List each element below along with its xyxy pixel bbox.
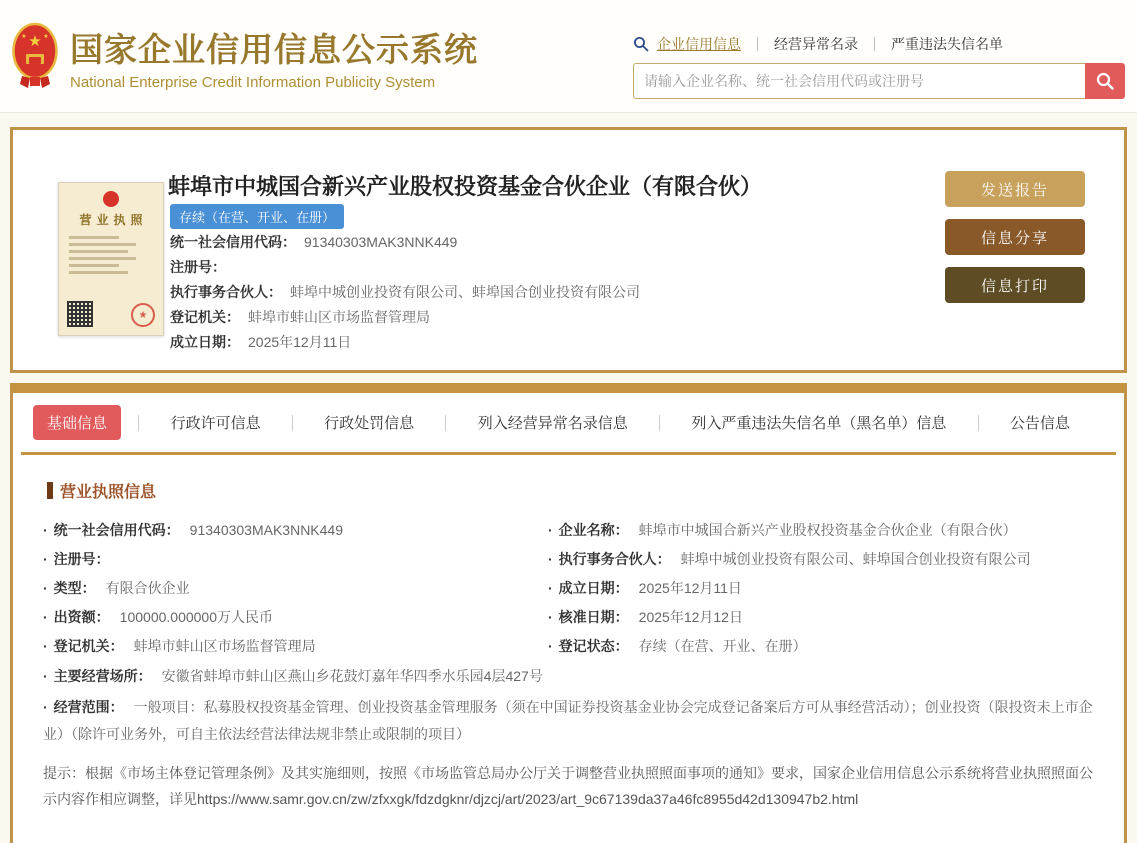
license-emblem-icon bbox=[103, 191, 119, 207]
tab-divider bbox=[978, 415, 979, 431]
detail-field-label: · 登记机关： bbox=[43, 638, 124, 654]
detail-field-value: 蚌埠中城创业投资有限公司、蚌埠国合创业投资有限公司 bbox=[680, 551, 1031, 567]
section-marker bbox=[47, 482, 53, 499]
detail-field-label: · 登记状态： bbox=[548, 638, 629, 654]
summary-field-value: 91340303MAK3NNK449 bbox=[304, 234, 458, 250]
tab-announcement[interactable]: 公告信息 bbox=[1009, 415, 1070, 432]
search-icon bbox=[633, 36, 649, 52]
detail-field-value: 91340303MAK3NNK449 bbox=[189, 522, 344, 538]
detail-field-value: 2025年12月12日 bbox=[638, 609, 743, 625]
site-subtitle: National Enterprise Credit Information Publicity System bbox=[70, 73, 436, 91]
detail-field-label: · 统一社会信用代码： bbox=[43, 522, 180, 538]
nav-divider bbox=[757, 37, 758, 51]
detail-field-value: 100000.000000万人民币 bbox=[119, 609, 273, 625]
tab-abnormal-list[interactable]: 列入经营异常名录信息 bbox=[477, 415, 628, 432]
nav-link-serious-illegal-list[interactable]: 严重违法失信名单 bbox=[891, 36, 1003, 52]
share-info-button[interactable]: 信息分享 bbox=[945, 219, 1085, 255]
side-buttons bbox=[945, 171, 1085, 315]
grid-left-column bbox=[43, 516, 548, 661]
summary-field-row bbox=[170, 255, 640, 280]
svg-text:★: ★ bbox=[21, 34, 27, 40]
full-width-fields bbox=[43, 661, 1102, 750]
summary-field-label: 登记机关： bbox=[170, 309, 240, 325]
search-bar bbox=[633, 63, 1125, 99]
license-text-lines bbox=[69, 236, 153, 274]
company-title: 蚌埠市中城国合新兴产业股权投资基金合伙企业（有限合伙） bbox=[168, 174, 763, 199]
notice-text: 提示：根据《市场主体登记管理条例》及其实施细则，按照《市场监管总局办公厅关于调整营业执照照面事项的通知》要求，国家企业信用信息公示系统将营业执照照面公示内容作相应调整，详见https://www.samr.gov.cn/zw/zfxxgk/fdzdgknr/djzcj/art/2023/art_9c67139da37a46fc8955d42d130947b2.html bbox=[43, 765, 1093, 807]
summary-field-label: 统一社会信用代码： bbox=[170, 234, 296, 250]
summary-field-value: 蚌埠市蚌山区市场监督管理局 bbox=[248, 309, 430, 325]
detail-field-label: · 注册号： bbox=[43, 551, 110, 567]
detail-field-row bbox=[548, 545, 1102, 574]
detail-field-row bbox=[548, 516, 1102, 545]
premises-row bbox=[43, 661, 1102, 692]
detail-field-row bbox=[43, 516, 548, 545]
search-button[interactable] bbox=[1085, 63, 1125, 99]
summary-field-label: 成立日期： bbox=[170, 334, 240, 350]
header bbox=[0, 0, 1137, 113]
detail-field-label: · 出资额： bbox=[43, 609, 110, 625]
print-info-button[interactable]: 信息打印 bbox=[945, 267, 1085, 303]
detail-field-label: · 执行事务合伙人： bbox=[548, 551, 671, 567]
tab-bar-rule bbox=[21, 452, 1116, 455]
license-seal-icon: ★ bbox=[131, 303, 155, 327]
detail-field-value: 安徽省蚌埠市蚌山区燕山乡花鼓灯嘉年华四季水乐园4层427号 bbox=[161, 668, 543, 684]
company-summary-panel bbox=[10, 127, 1127, 373]
detail-field-label: · 主要经营场所： bbox=[43, 668, 152, 684]
summary-fields bbox=[170, 230, 640, 355]
section-header bbox=[47, 479, 1124, 502]
detail-field-value: 有限合伙企业 bbox=[105, 580, 190, 596]
tab-divider bbox=[138, 415, 139, 431]
svg-text:★: ★ bbox=[28, 33, 42, 50]
brand bbox=[12, 22, 478, 92]
detail-panel bbox=[10, 383, 1127, 843]
summary-field-value: 蚌埠中城创业投资有限公司、蚌埠国合创业投资有限公司 bbox=[290, 284, 640, 300]
tab-basic-info[interactable]: 基础信息 bbox=[33, 405, 121, 440]
summary-field-label: 注册号： bbox=[170, 259, 226, 275]
business-scope-row bbox=[43, 692, 1102, 750]
detail-field-label: · 核准日期： bbox=[548, 609, 629, 625]
header-right bbox=[633, 34, 1125, 99]
detail-field-row bbox=[43, 574, 548, 603]
summary-field-value: 2025年12月11日 bbox=[248, 334, 352, 350]
detail-field-label: · 经营范围： bbox=[43, 699, 124, 715]
detail-field-row bbox=[548, 603, 1102, 632]
license-title: 营业执照 bbox=[79, 213, 148, 227]
tab-admin-penalty[interactable]: 行政处罚信息 bbox=[324, 415, 415, 432]
detail-field-label: · 企业名称： bbox=[548, 522, 629, 538]
top-nav bbox=[633, 34, 1125, 54]
grid-right-column bbox=[548, 516, 1102, 661]
search-button-icon bbox=[1095, 71, 1115, 91]
detail-field-row bbox=[43, 545, 548, 574]
nav-link-enterprise-credit-info[interactable]: 企业信用信息 bbox=[657, 36, 741, 52]
detail-field-value: 存续（在营、开业、在册） bbox=[638, 638, 807, 654]
summary-field-row bbox=[170, 230, 640, 255]
detail-field-value: 一般项目：私募股权投资基金管理、创业投资基金管理服务（须在中国证券投资基金业协会完成登记备案后方可从事经营活动）；创业投资（限投资未上市企业）（除许可业务外，可自主依法经营法律法规非禁止或限制的项目） bbox=[43, 699, 1093, 742]
nav-link-abnormal-operations[interactable]: 经营异常名录 bbox=[774, 36, 858, 52]
summary-field-row bbox=[170, 305, 640, 330]
tab-blacklist[interactable]: 列入严重违法失信名单（黑名单）信息 bbox=[691, 415, 947, 432]
summary-field-row bbox=[170, 330, 640, 355]
detail-field-label: · 成立日期： bbox=[548, 580, 629, 596]
tab-divider bbox=[659, 415, 660, 431]
section-title: 营业执照信息 bbox=[60, 484, 157, 501]
detail-field-value: 蚌埠市中城国合新兴产业股权投资基金合伙企业（有限合伙） bbox=[638, 522, 1017, 538]
national-emblem-logo bbox=[12, 22, 58, 92]
tab-admin-license[interactable]: 行政许可信息 bbox=[170, 415, 261, 432]
detail-field-row bbox=[548, 574, 1102, 603]
tab-divider bbox=[292, 415, 293, 431]
send-report-button[interactable]: 发送报告 bbox=[945, 171, 1085, 207]
tab-bar bbox=[13, 393, 1124, 450]
search-input[interactable] bbox=[633, 63, 1085, 99]
summary-field-row bbox=[170, 280, 640, 305]
status-badge: 存续（在营、开业、在册） bbox=[170, 204, 344, 229]
license-info-grid bbox=[43, 516, 1102, 661]
detail-field-row bbox=[43, 603, 548, 632]
business-license-thumbnail[interactable] bbox=[58, 182, 164, 336]
svg-text:★: ★ bbox=[43, 34, 49, 40]
detail-field-label: · 类型： bbox=[43, 580, 96, 596]
tab-divider bbox=[445, 415, 446, 431]
license-qr-code bbox=[67, 301, 93, 327]
detail-field-row bbox=[43, 632, 548, 661]
detail-field-value: 蚌埠市蚌山区市场监督管理局 bbox=[133, 638, 316, 654]
site-title: 国家企业信用信息公示系统 bbox=[70, 30, 478, 68]
nav-divider bbox=[874, 37, 875, 51]
detail-field-value: 2025年12月11日 bbox=[638, 580, 742, 596]
detail-field-row bbox=[548, 632, 1102, 661]
summary-field-label: 执行事务合伙人： bbox=[170, 284, 282, 300]
